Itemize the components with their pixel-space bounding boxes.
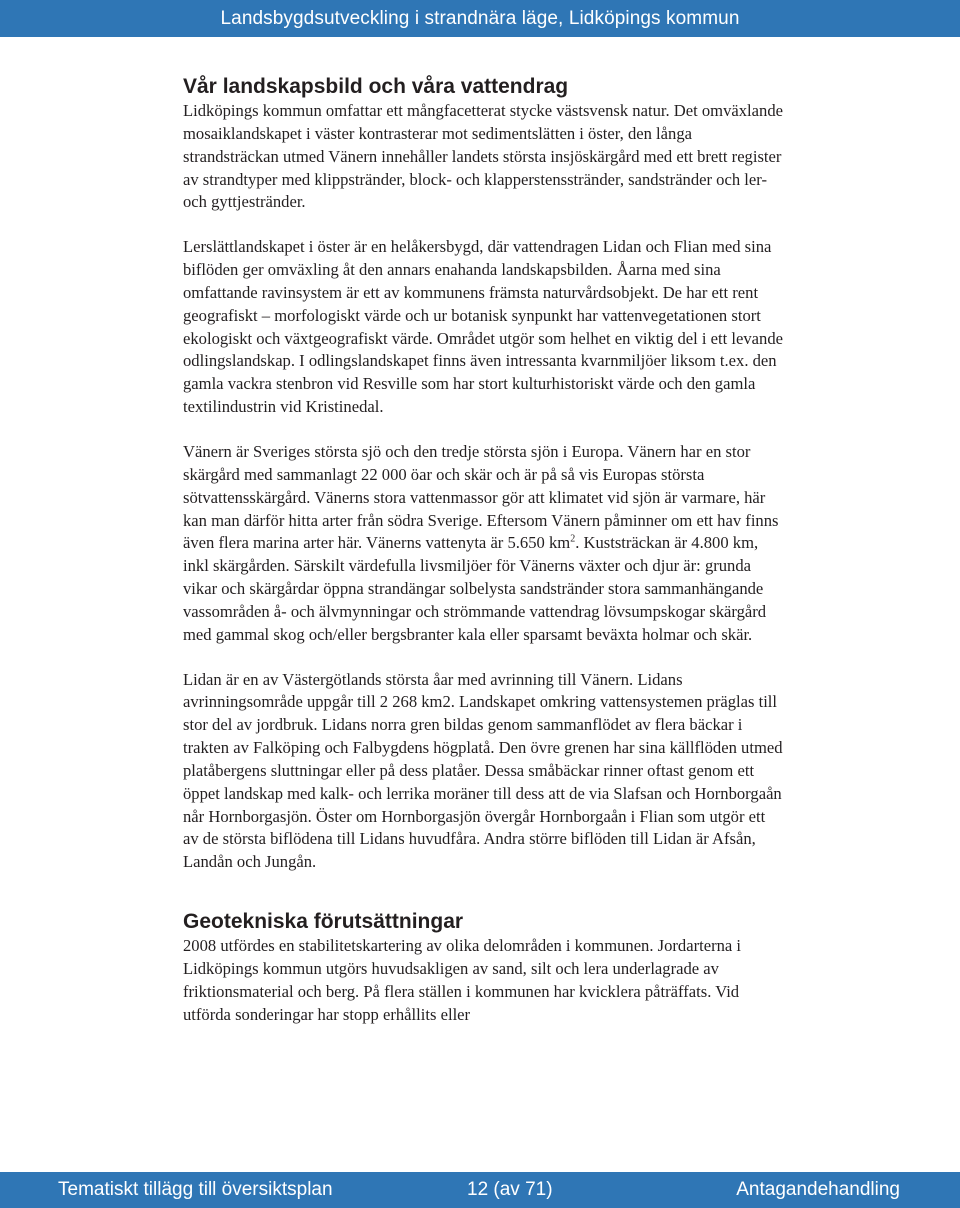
page-footer xyxy=(0,1172,960,1208)
header-title: Landsbygdsutveckling i strandnära läge, Lidköpings kommun xyxy=(220,7,740,29)
paragraph-geotechnical: 2008 utfördes en stabilitetskartering av olika delområden i kommunen. Jordarterna i Lidköpings kommun utgörs huvudsakligen av sand, silt och lera underlagrade av friktionsmaterial och berg. På flera ställen i kommunen har kvicklera påträffats. Vid utförda sonderingar har stopp erhållits eller xyxy=(183,936,742,1024)
section-heading-geotechnical: Geotekniska förutsättningar xyxy=(183,910,464,934)
vanern-text-part1: Vänern är Sveriges största sjö och den tredje största sjön i Europa. Vänern har en stor skärgård med sammanlagt 22 000 öar och skär och är på så vis Europas största sötvattensskärgård. Vänerns stora vattenmassor gör att klimatet vid sjön är varmare, här kan man därför hitta arter från södra Sverige. Eftersom Vänern påminner om ett hav finns även flera marina arter här. Vänerns vattenyta är 5.650 km xyxy=(183,441,779,553)
vanern-text-part2: . Kuststräckan är 4.800 km, inkl skärgården. Särskilt värdefulla livsmiljöer för Vänerns växter och djur är: grunda vikar och skärgårdar öppna strandängar solbelysta sandstränder stora sammanhängande vassområden å- och älvmynningar och strömmande vattendrag lövsumpskogar skärgård med gammal skog och/eller bergsbranter kala eller sparsamt beväxta holmar och skär. xyxy=(183,533,767,644)
paragraph-landscape-intro: Lidköpings kommun omfattar ett mångfacetterat stycke västsvensk natur. Det omväxlande mosaiklandskapet i väster kontrasterar mot sedimentslätten i öster, den långa strandsträckan utmed Vänern innehåller landets största insjöskärgård med ett brett register av strandtyper med klippstränder, block- och klapperstensstränder, sandstränder och ler- och gyttjestränder. xyxy=(183,101,783,212)
paragraph-vanern xyxy=(183,441,783,647)
footer-status: Antagandehandling xyxy=(736,1179,900,1200)
section-heading-landscape: Vår landskapsbild och våra vattendrag xyxy=(183,75,569,98)
footer-document-type: Tematiskt tillägg till översiktsplan xyxy=(58,1179,333,1200)
paragraph-clay-plain: Lerslättlandskapet i öster är en helåkersbygd, där vattendragen Lidan och Flian med sina biflöden ger omväxling åt den annars enahanda landskapsbilden. Åarna med sina omfattande ravinsystem är ett av kommunens främsta naturvårdsobjekt. De har ett rent geografiskt – morfologiskt värde och ur botanisk synpunkt har vattenvegetationen stort ekologiskt och växtgeografiskt värde. Området utgör som helhet en viktig del i ett levande odlingslandskap. I odlingslandskapet finns även intressanta kvarnmiljöer liksom t.ex. den gamla vackra stenbron vid Resville som har stort kulturhistoriskt värde och den gamla textilindustrin vid Kristinedal. xyxy=(183,237,783,417)
page-content xyxy=(183,74,783,1027)
footer-page-number: 12 (av 71) xyxy=(467,1179,553,1200)
paragraph-lidan: Lidan är en av Västergötlands största åar med avrinning till Vänern. Lidans avrinningsområde uppgår till 2 268 km2. Landskapet omkring vattensystemen präglas till stor del av jordbruk. Lidans norra gren bildas genom sammanflödet av flera bäckar i trakten av Falköping och Falbygdens högplatå. Den övre grenen har sina källflöden utmed platåbergens sluttningar eller på dess platåer. Dessa småbäckar rinner oftast genom ett öppet landskap med kalk- och lerrika moräner till dess att de via Slafsan och Hornborgaån når Hornborgasjön. Öster om Hornborgasjön övergår Hornborgaån i Flian som utgör ett av de största biflödena till Lidans huvudfåra. Andra större biflöden till Lidan är Afsån, Landån och Jungån. xyxy=(183,669,783,872)
superscript-2: 2 xyxy=(570,533,576,545)
page-header xyxy=(0,0,960,37)
